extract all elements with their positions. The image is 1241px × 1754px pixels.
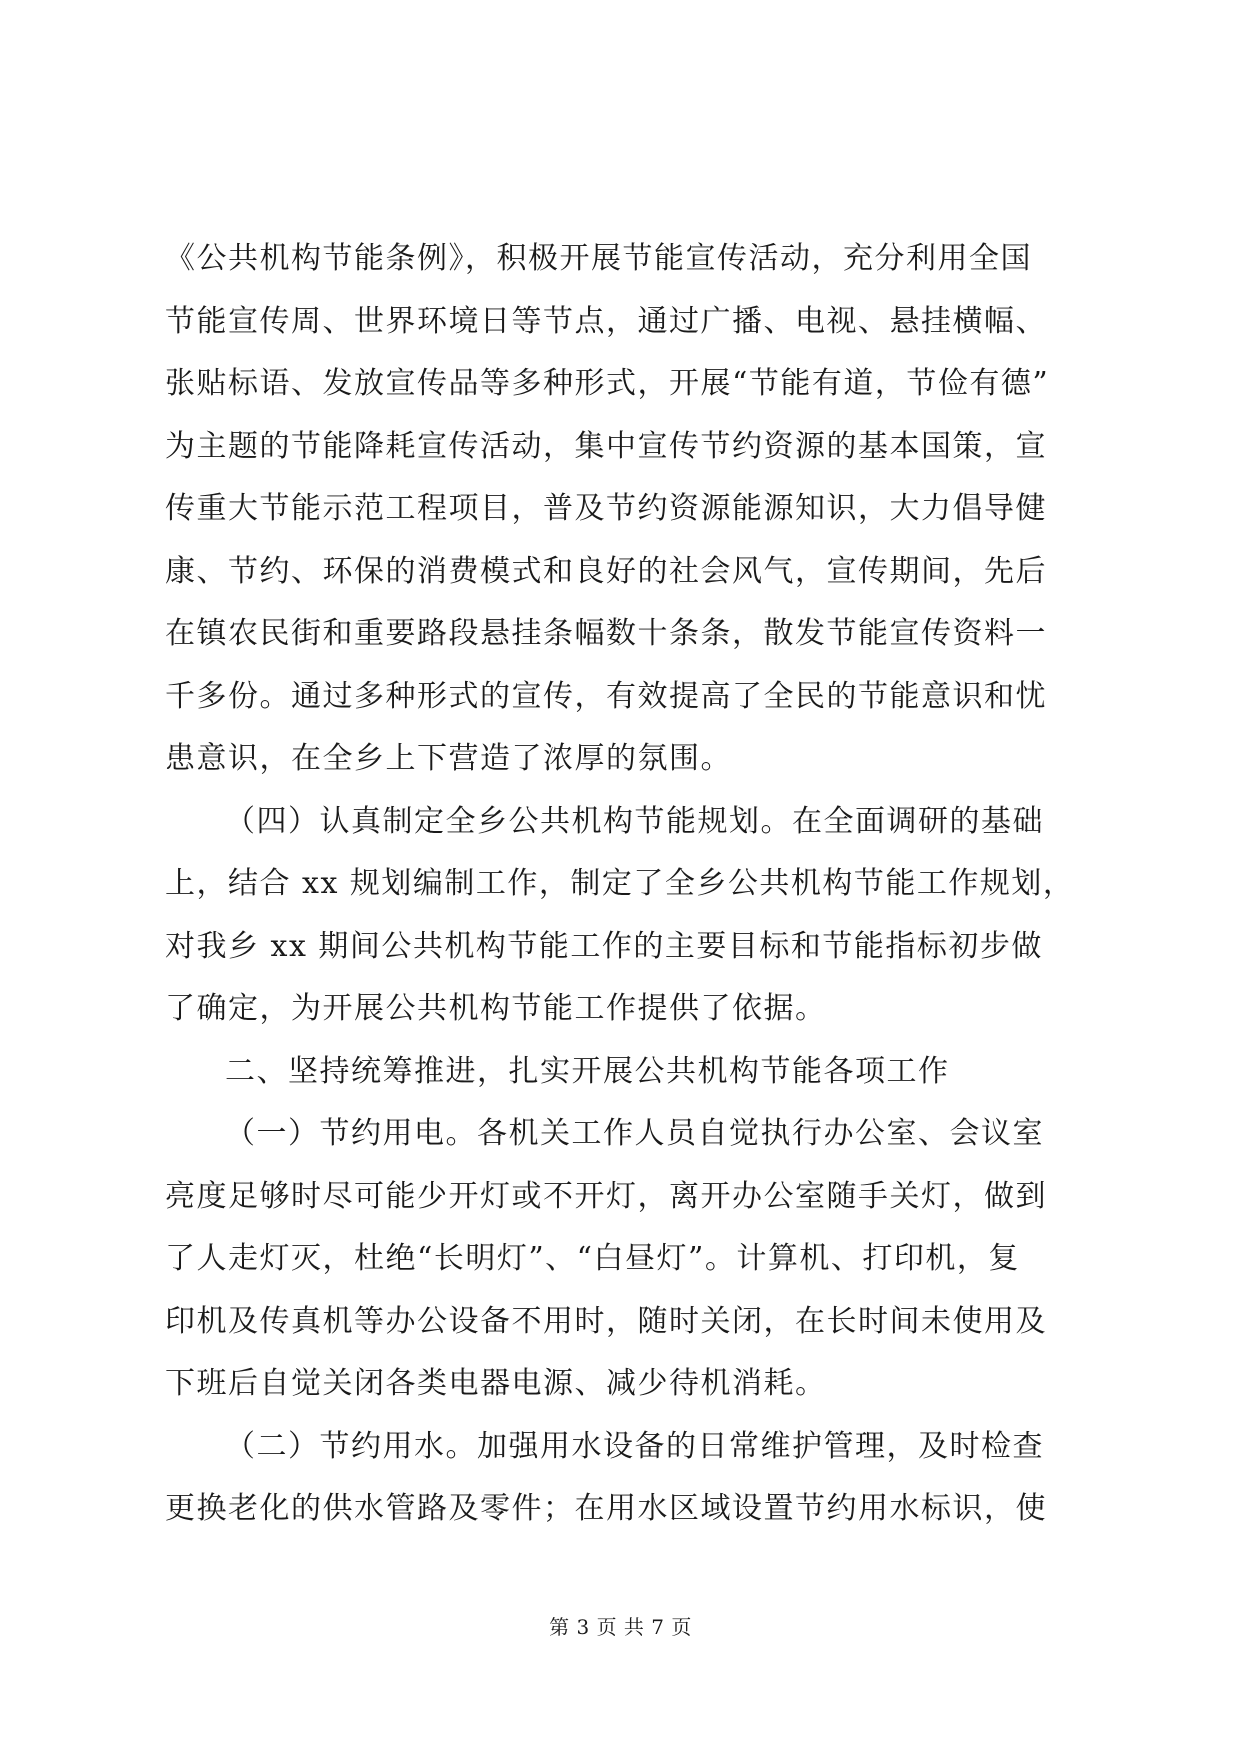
text-line: 传重大节能示范工程项目，普及节约资源能源知识，大力倡导健 xyxy=(165,491,1047,526)
text-line: 康、节约、环保的消费模式和良好的社会风气，宣传期间，先后 xyxy=(165,553,1047,589)
text-line: 对我乡 xx 期间公共机构节能工作的主要目标和节能指标初步做 xyxy=(165,928,1043,964)
text-line: 节能宣传周、世界环境日等节点，通过广播、电视、悬挂横幅、 xyxy=(165,303,1047,339)
text-line: 下班后自觉关闭各类电器电源、减少待机消耗。 xyxy=(165,1366,827,1401)
text-line: 在镇农民街和重要路段悬挂条幅数十条条，散发节能宣传资料一 xyxy=(165,616,1047,651)
text-line: 印机及传真机等办公设备不用时，随时关闭，在长时间未使用及 xyxy=(165,1303,1047,1339)
text-line: 千多份。通过多种形式的宣传，有效提高了全民的节能意识和忧 xyxy=(165,678,1047,714)
text-line: 更换老化的供水管路及零件；在用水区域设置节约用水标识，使 xyxy=(165,1491,1047,1526)
text-line: 亮度足够时尽可能少开灯或不开灯，离开办公室随手关灯，做到 xyxy=(165,1178,1047,1214)
text-line: 上，结合 xx 规划编制工作，制定了全乡公共机构节能工作规划， xyxy=(165,866,1075,901)
page-number-footer: 第 3 页 共 7 页 xyxy=(549,1615,692,1639)
paragraph-start-line: （二）节约用水。加强用水设备的日常维护管理，及时检查 xyxy=(225,1428,1044,1464)
text-line: 为主题的节能降耗宣传活动，集中宣传节约资源的基本国策，宣 xyxy=(165,428,1047,464)
text-line: 患意识，在全乡上下营造了浓厚的氛围。 xyxy=(165,741,732,776)
text-line: 了人走灯灭，杜绝“长明灯”、“白昼灯”。计算机、打印机，复 xyxy=(165,1241,1020,1276)
section-heading: 二、坚持统筹推进，扎实开展公共机构节能各项工作 xyxy=(225,1053,950,1089)
text-line: 《公共机构节能条例》，积极开展节能宣传活动，充分利用全国 xyxy=(165,241,1032,276)
paragraph-start-line: （四）认真制定全乡公共机构节能规划。在全面调研的基础 xyxy=(225,803,1044,839)
paragraph-start-line: （一）节约用电。各机关工作人员自觉执行办公室、会议室 xyxy=(225,1116,1044,1151)
body-text xyxy=(165,228,1085,1541)
text-line: 张贴标语、发放宣传品等多种形式，开展“节能有道，节俭有德” xyxy=(165,366,1050,401)
text-line: 了确定，为开展公共机构节能工作提供了依据。 xyxy=(165,991,827,1026)
